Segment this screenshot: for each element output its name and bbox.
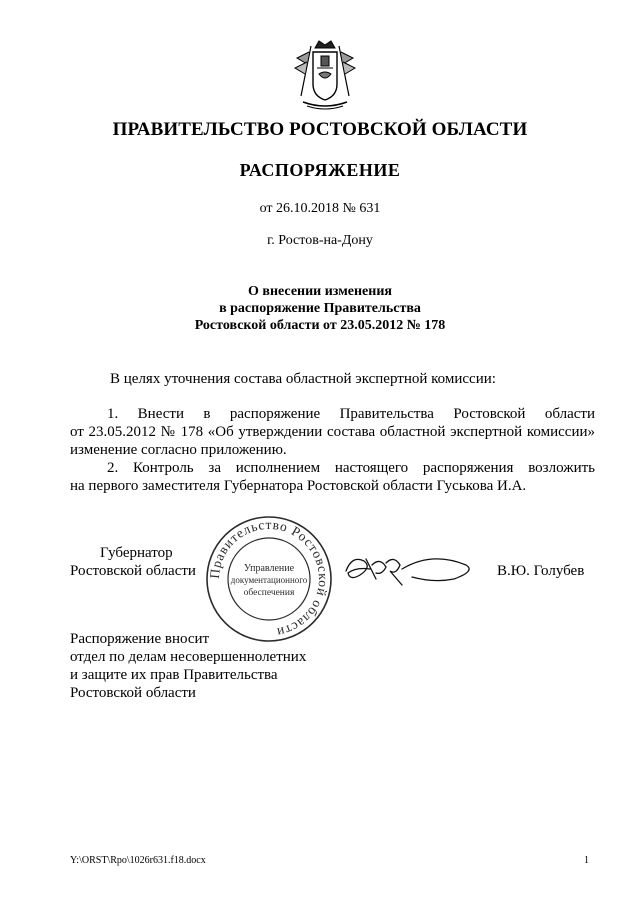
svg-text:документационного: документационного [230, 575, 308, 585]
document-subject [0, 283, 640, 334]
paragraph-line: 1. Внести в распоряжение Правительства Ростовской области [107, 406, 595, 422]
signer-name: В.Ю. Голубев [497, 563, 585, 579]
paragraph-line: изменение согласно приложению. [70, 442, 287, 458]
paragraph-line: на первого заместителя Губернатора Ростовской области Гуськова И.А. [70, 478, 527, 494]
item-2-paragraph [70, 459, 595, 495]
note-line: и защите их прав Правительства [70, 667, 278, 683]
svg-text:обеспечения: обеспечения [243, 588, 295, 598]
subject-line: Ростовской области от 23.05.2012 № 178 [194, 318, 446, 333]
page-number: 1 [584, 855, 589, 866]
footer-file-path: Y:\ORST\Rpo\1026r631.f18.docx [70, 855, 206, 866]
document-type-heading: РАСПОРЯЖЕНИЕ [239, 160, 401, 180]
subject-line: О внесении изменения [248, 284, 392, 299]
submitted-by-note [70, 630, 306, 702]
signer-title-line-1: Губернатор [100, 545, 173, 561]
intro-paragraph: В целях уточнения состава областной экспертной комиссии: [110, 371, 496, 387]
svg-text:Правительство Ростовской облас: Правительство Ростовской области [206, 516, 332, 641]
official-stamp [205, 515, 333, 643]
item-1-paragraph [70, 405, 595, 459]
paragraph-line: 2. Контроль за исполнением настоящего распоряжения возложить [107, 460, 595, 476]
signer-title-line-2: Ростовской области [70, 563, 196, 579]
note-line: Распоряжение вносит [70, 631, 210, 647]
document-city: г. Ростов-на-Дону [267, 233, 373, 248]
coat-of-arms-icon [293, 38, 357, 112]
note-line: отдел по делам несовершеннолетних [70, 649, 307, 665]
organization-title: ПРАВИТЕЛЬСТВО РОСТОВСКОЙ ОБЛАСТИ [112, 119, 528, 140]
handwritten-signature [342, 545, 482, 593]
document-date-number: от 26.10.2018 № 631 [259, 201, 381, 216]
svg-text:Управление: Управление [243, 563, 295, 574]
note-line: Ростовской области [70, 685, 196, 701]
subject-line: в распоряжение Правительства [219, 301, 421, 316]
paragraph-line: от 23.05.2012 № 178 «Об утверждении состава областной экспертной комиссии» [70, 424, 595, 440]
